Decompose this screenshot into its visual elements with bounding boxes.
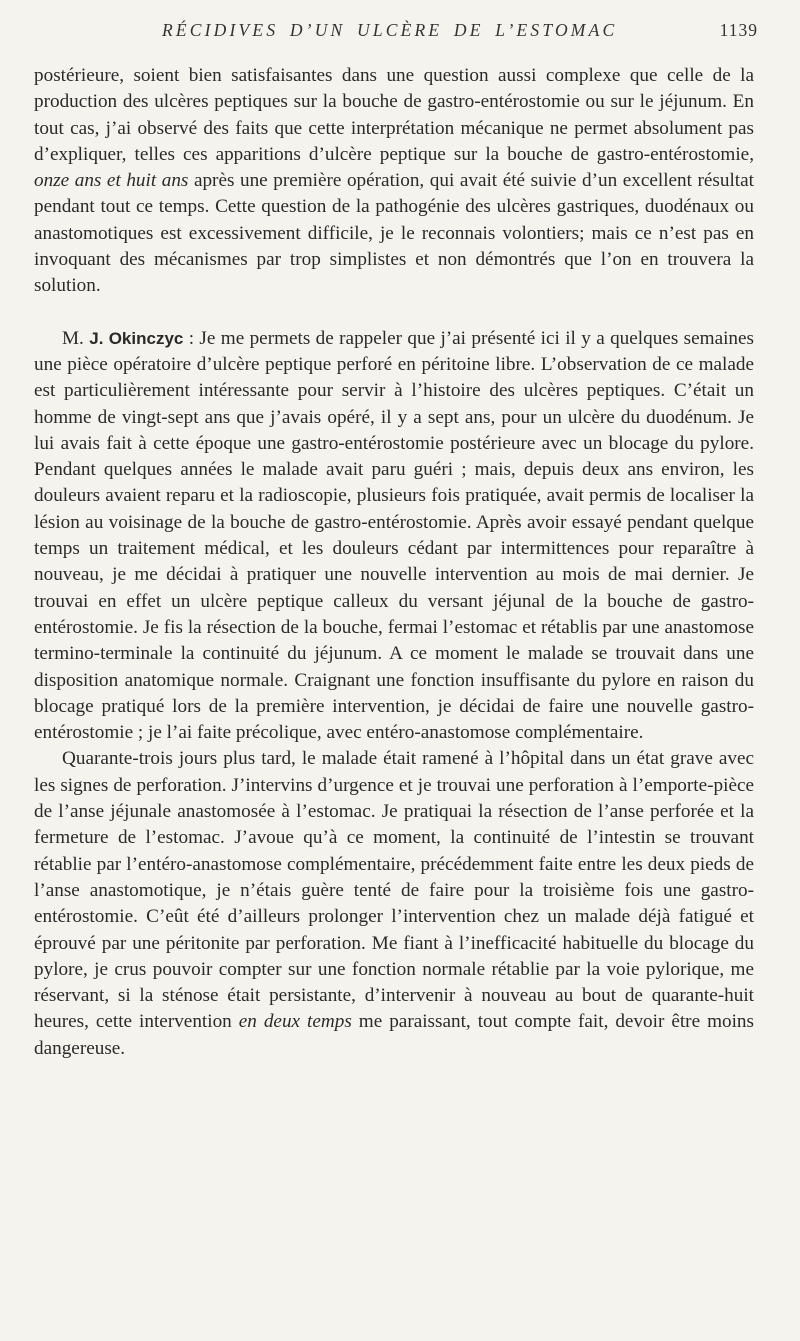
paragraph-continuation xyxy=(34,63,754,300)
text-run: me paraissant, tout compte fait, devoir être moins dangereuse. xyxy=(34,1011,754,1059)
paragraph-quarante-trois xyxy=(34,746,754,1062)
text-run: : Je me permets de rappeler que j’ai présenté ici il y a quelques semaines une pièce opératoire d’ulcère peptique perforé en péritoine libre. L’observation de ce malade est particulièrement intéressante pour servir à l’histoire des ulcères peptiques. C’était un homme de vingt-sept ans que j’avais opéré, il y a sept ans, pour un ulcère du duodénum. Je lui avais fait à cette époque une gastro-entérostomie postérieure avec un blocage du pylore. Pendant quelques années le malade avait paru guéri ; mais, depuis deux ans environ, les douleurs avaient reparu et la radioscopie, plusieurs fois pratiquée, avait permis de localiser la lésion au voisinage de la bouche de gastro-entérostomie. Après avoir essayé pendant quelque temps un traitement médical, et les douleurs cédant par intermittences pour reparaître à nouveau, je me décidai à pratiquer une nouvelle intervention au mois de mai dernier. Je trouvai en effet un ulcère peptique calleux du versant jéjunal de la bouche de gastro-entérostomie. Je fis la résection de la bouche, fermai l’estomac et rétablis par une anastomose termino-terminale la continuité du jéjunum. A ce moment le malade se trouvait dans une disposition anatomique normale. Craignant une fonction insuffisante du pylore en raison du blocage pratiqué lors de la première intervention, je décidai de faire une nouvelle gastro-entérostomie ; je l’ai faite précolique, avec entéro-anastomose complémentaire. xyxy=(34,327,754,744)
text-run: après une première opération, qui avait été suivie d’un excellent résultat pendant tout ce temps. Cette question de la pathogénie des ulcères gastriques, duodénaux ou anastomotiques est excessivement difficile, je le reconnais volontiers; mais ce n’est pas en invoquant des mécanismes par trop simplistes et non démontrés que l’on en trouvera la solution. xyxy=(34,170,754,297)
running-title: RÉCIDIVES D’UN ULCÈRE DE L’ESTOMAC xyxy=(162,20,618,40)
page-number: 1139 xyxy=(719,20,758,40)
text-run: Quarante-trois jours plus tard, le malade était ramené à l’hôpital dans un état grave avec les signes de perforation. J’intervins d’urgence et je trouvai une perforation à l’emporte-pièce de l’anse jéjunale anastomosée à l’estomac. Je pratiquai la résection de l’anse perforée et la fermeture de l’estomac. J’avoue qu’à ce moment, la continuité de l’intestin se trouvant rétablie par l’entéro-anastomose complémentaire, précédemment faite entre les deux pieds de l’anse anastomotique, je n’étais guère tenté de faire pour la troisième fois une gastro-entérostomie. C’eût été d’ailleurs prolonger l’intervention chez un malade déjà fatigué et éprouvé par une péritonite par perforation. Me fiant à l’inefficacité habituelle du blocage du pylore, je crus pouvoir compter sur une fonction normale rétablie par la voie pylorique, me réservant, si la sténose était persistante, d’intervenir à nouveau au bout de quarante-huit heures, cette intervention xyxy=(34,748,754,1033)
paragraph-okinczyc xyxy=(34,326,754,747)
text-run: postérieure, soient bien satisfaisantes dans une question aussi complexe que celle de la production des ulcères peptiques sur la bouche de gastro-entérostomie ou sur le jéjunum. En tout cas, j’ai observé des faits que cette interprétation mécanique ne permet absolument pas d’expliquer, telles ces apparitions d’ulcère peptique sur la bouche de gastro-entérostomie, xyxy=(34,65,754,165)
emphasis-text: en deux temps xyxy=(238,1011,352,1033)
book-page xyxy=(34,0,758,1341)
running-header xyxy=(34,20,758,44)
speaker-prefix: M. xyxy=(62,327,90,349)
speaker-name: J. Okinczyc xyxy=(89,328,184,348)
emphasis-text: onze ans et huit ans xyxy=(34,170,189,192)
body-text xyxy=(34,63,754,1062)
